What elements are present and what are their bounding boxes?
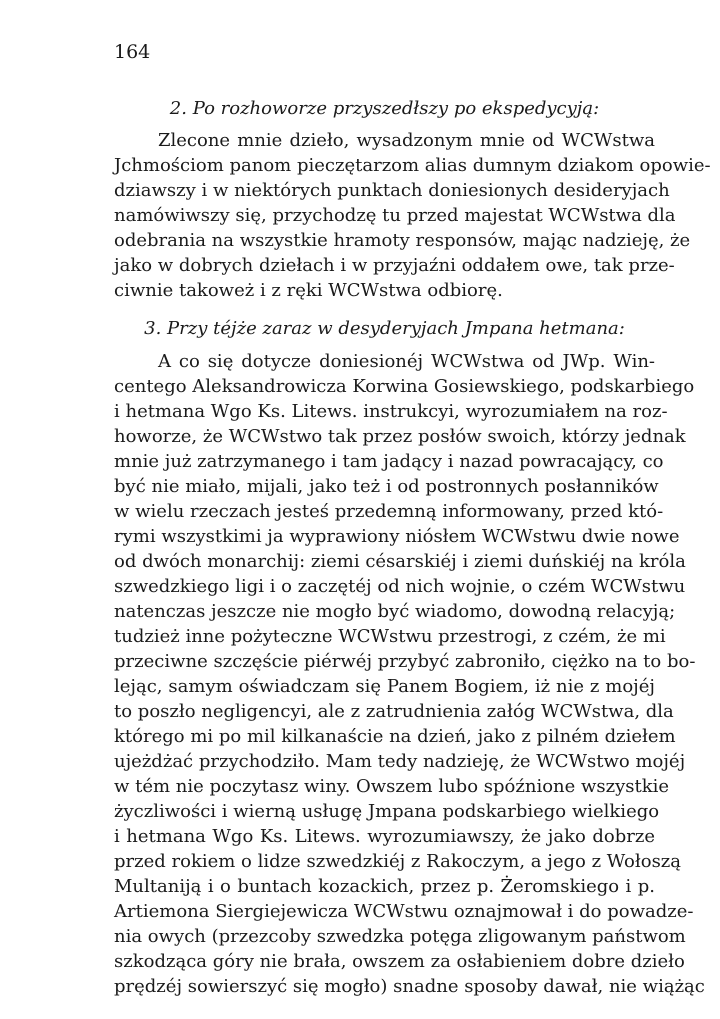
text-line: Multaniją i o buntach kozackich, przez p. Żeromskiego i p. (114, 876, 655, 897)
text-line: szwedzkiego ligi i o zaczętéj od nich wojnie, o czém WCWstwu (114, 576, 686, 597)
text-line: howorze, że WCWstwo tak przez posłów swoich, którzy jednak (114, 426, 686, 447)
text-line: tudzież inne pożyteczne WCWstwu przestrogi, z czém, że mi (114, 626, 666, 647)
text-line: mnie już zatrzymanego i tam jadący i nazad powracający, co (114, 451, 664, 472)
text-line: odebrania na wszystkie hramoty responsów, mając nadzieję, że (114, 230, 691, 251)
text-line: przed rokiem o lidze szwedzkiéj z Rakoczym, a jego z Wołoszą (114, 851, 682, 872)
text-line: szkodząca góry nie brała, owszem za osłabieniem dobre dzieło (114, 951, 685, 972)
text-line: dziawszy i w niektórych punktach doniesionych desideryjach (114, 180, 670, 201)
text-line: i hetmana Wgo Ks. Litews. wyrozumiawszy, że jako dobrze (114, 826, 655, 847)
text-line: centego Aleksandrowicza Korwina Gosiewskiego, podskarbiego (114, 376, 695, 397)
text-line: ciwnie takoweż i z ręki WCWstwa odbiorę. (114, 280, 503, 301)
text-line: Artiemona Siergiejewicza WCWstwu oznajmował i do powadze- (114, 901, 694, 922)
text-line: nia owych (przezcoby szwedzka potęga zligowanym państwom (114, 926, 686, 947)
text-line: natenczas jeszcze nie mogło być wiadomo, dowodną relacyją; (114, 601, 676, 622)
text-line: Zlecone mnie dzieło, wysadzonym mnie od WCWstwa (158, 130, 655, 151)
text-line: być nie miało, mijali, jako też i od postronnych posłanników (114, 476, 659, 497)
text-line: lejąc, samym oświadczam się Panem Bogiem, iż nie z mojéj (114, 676, 655, 697)
text-line: prędzéj sowierszyć się mogło) snadne sposoby dawał, nie wiążąc (114, 976, 705, 997)
text-line: to poszło negligencyi, ale z zatrudnienia załóg WCWstwa, dla (114, 701, 674, 722)
text-line: życzliwości i wierną usługę Jmpana podskarbiego wielkiego (114, 801, 660, 822)
text-line: przeciwne szczęście piérwéj przybyć zabroniło, ciężko na to bo- (114, 651, 696, 672)
text-line: ujeżdżać przychodziło. Mam tedy nadzieję, że WCWstwo mojéj (114, 751, 686, 772)
text-line: Jchmościom panom pieczętarzom alias dumnym dziakom opowie- (114, 155, 711, 176)
text-line: rymi wszystkimi ja wyprawiony niósłem WCWstwu dwie nowe (114, 526, 680, 547)
text-line: namówiwszy się, przychodzę tu przed majestat WCWstwa dla (114, 205, 676, 226)
text-line: którego mi po mil kilkanaście na dzień, jako z pilném dziełem (114, 726, 676, 747)
text-line: jako w dobrych dziełach i w przyjaźni oddałem owe, tak prze- (114, 255, 675, 276)
section-heading-3: 3. Przy téjże zaraz w desyderyjach Jmpana hetmana: (144, 318, 625, 339)
text-line: i hetmana Wgo Ks. Litews. instrukcyi, wyrozumiałem na roz- (114, 401, 668, 422)
page-number: 164 (114, 41, 151, 63)
section-heading-2: 2. Po rozhoworze przyszedłszy po ekspedycyją: (169, 98, 600, 119)
text-line: od dwóch monarchij: ziemi césarskiéj i ziemi duńskiéj na króla (114, 551, 686, 572)
text-line: w wielu rzeczach jesteś przedemną informowany, przed któ- (114, 501, 664, 522)
text-line: A co się dotycze doniesionéj WCWstwa od JWp. Win- (158, 351, 655, 372)
text-line: w tém nie poczytasz winy. Owszem lubo spóźnione wszystkie (114, 776, 670, 797)
